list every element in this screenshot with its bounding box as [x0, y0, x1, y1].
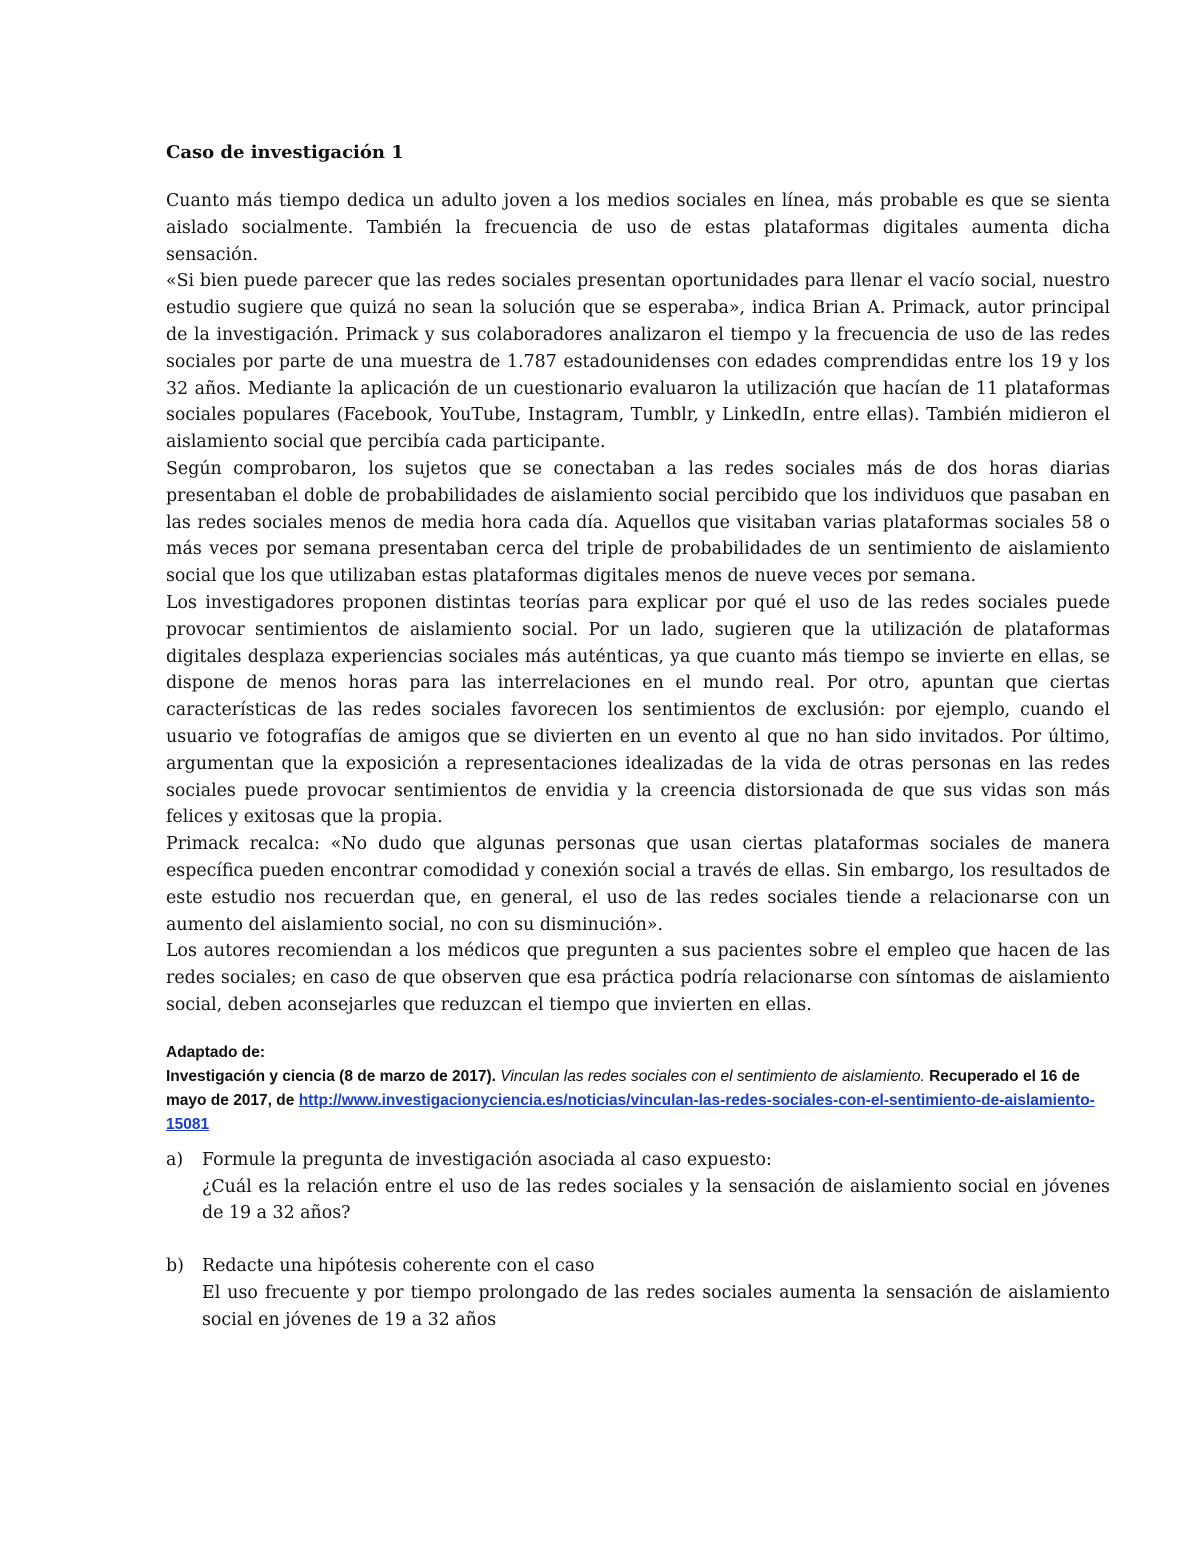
- source-heading: Adaptado de:: [166, 1043, 266, 1061]
- paragraph: Primack recalca: «No dudo que algunas personas que usan ciertas plataformas sociales de manera específica pueden encontrar comodidad y conexión social a través de ellas. Sin embargo, los resultados de este estudio nos recuerdan que, en general, el uso de las redes sociales tiende a relacionarse con un aumento del aislamiento social, no con su disminución».: [166, 834, 1110, 935]
- source-article-title: Vinculan las redes sociales con el sentimiento de aislamiento.: [500, 1067, 925, 1085]
- paragraph: Según comprobaron, los sujetos que se conectaban a las redes sociales más de dos horas diarias presentaban el doble de probabilidades de aislamiento social percibido que los individuos que pasaban en las redes sociales menos de media hora cada día. Aquellos que visitaban varias plataformas sociales 58 o más veces por semana presentaban cerca del triple de probabilidades de un sentimiento de aislamiento social que los que utilizaban estas plataformas digitales menos de nueve veces por semana.: [166, 458, 1110, 587]
- question-content: [202, 1147, 1110, 1227]
- paragraph: Cuanto más tiempo dedica un adulto joven a los medios sociales en línea, más probable es que se sienta aislado socialmente. También la frecuencia de uso de estas plataformas digitales aumenta dicha sensación.: [166, 191, 1110, 265]
- source-retrieved: Recuperado el 16 de mayo de 2017, de: [166, 1067, 1080, 1109]
- document-body: [166, 188, 1110, 1019]
- document-title: Caso de investigación 1: [166, 142, 404, 163]
- question-answer: El uso frecuente y por tiempo prolongado de las redes sociales aumenta la sensación de aislamiento social en jóvenes de 19 a 32 años: [202, 1282, 1110, 1330]
- question-answer: ¿Cuál es la relación entre el uso de las redes sociales y la sensación de aislamiento social en jóvenes de 19 a 32 años?: [202, 1176, 1110, 1224]
- questions-list: [166, 1147, 1110, 1334]
- paragraph: «Si bien puede parecer que las redes sociales presentan oportunidades para llenar el vacío social, nuestro estudio sugiere que quizá no sean la solución que se esperaba», indica Brian A. Primack, autor principal de la investigación. Primack y sus colaboradores analizaron el tiempo y la frecuencia de uso de las redes sociales por parte de una muestra de 1.787 estadounidenses con edades comprendidas entre los 19 y los 32 años. Mediante la aplicación de un cuestionario evaluaron la utilización que hacían de 11 plataformas sociales populares (Facebook, YouTube, Instagram, Tumblr, y LinkedIn, entre ellas). También midieron el aislamiento social que percibía cada participante.: [166, 271, 1110, 453]
- question-letter: a): [166, 1149, 184, 1170]
- question-content: [202, 1253, 1110, 1333]
- source-publisher: Investigación y ciencia (8 de marzo de 2017).: [166, 1067, 496, 1085]
- document-page: [166, 140, 1110, 1359]
- source-reference: [166, 1065, 1110, 1137]
- paragraph: Los investigadores proponen distintas teorías para explicar por qué el uso de las redes sociales puede provocar sentimientos de aislamiento social. Por un lado, sugieren que la utilización de plataformas digitales desplaza experiencias sociales más auténticas, ya que cuanto más tiempo se invierte en ellas, se dispone de menos horas para las interrelaciones en el mundo real. Por otro, apuntan que ciertas características de las redes sociales favorecen los sentimientos de exclusión: por ejemplo, cuando el usuario ve fotografías de amigos que se divierten en un evento al que no han sido invitados. Por último, argumentan que la exposición a representaciones idealizadas de la vida de otras personas en las redes sociales puede provocar sentimientos de envidia y la creencia distorsionada de que sus vidas son más felices y exitosas que la propia.: [166, 592, 1110, 828]
- question-prompt: Redacte una hipótesis coherente con el caso: [202, 1256, 595, 1277]
- question-letter: b): [166, 1256, 184, 1277]
- paragraph: Los autores recomiendan a los médicos que pregunten a sus pacientes sobre el empleo que hacen de las redes sociales; en caso de que observen que esa práctica podría relacionarse con síntomas de aislamiento social, deben aconsejarles que reduzcan el tiempo que invierten en ellas.: [166, 941, 1110, 1015]
- question-prompt: Formule la pregunta de investigación asociada al caso expuesto:: [202, 1149, 772, 1170]
- source-citation: [166, 1041, 1110, 1137]
- question-item: [166, 1147, 1110, 1227]
- source-link[interactable]: http://www.investigacionyciencia.es/noticias/vinculan-las-redes-sociales-con-el-sentimiento-de-aislamiento-15081: [166, 1091, 1095, 1133]
- question-item: [166, 1253, 1110, 1333]
